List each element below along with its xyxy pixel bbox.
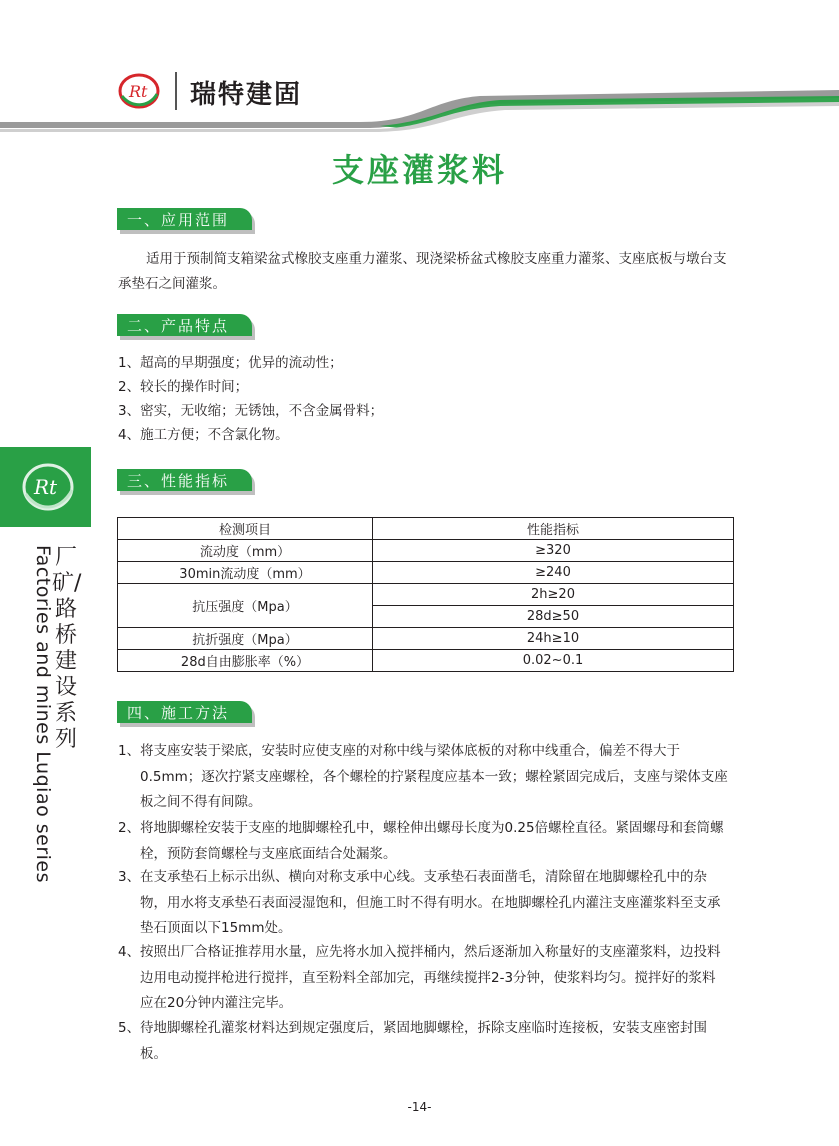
step-number: 5、 — [118, 1020, 141, 1036]
step-text: 按照出厂合格证推荐用水量，应先将水加入搅拌桶内，然后逐渐加入称量好的支座灌浆料，边投料边用电动搅拌枪进行搅拌，直至粉料全部加完，再继续搅拌2-3分钟，使浆料均匀。搅拌好的浆料应在20分钟内灌注完毕。 — [140, 944, 721, 1011]
step-text: 待地脚螺栓孔灌浆材料达到规定强度后，紧固地脚螺栓，拆除支座临时连接板，安装支座密封围板。 — [140, 1020, 707, 1062]
table-cell: 抗折强度（Mpa） — [118, 628, 373, 650]
step-number: 2、 — [118, 820, 141, 836]
table-cell: 28d自由膨胀率（%） — [118, 650, 373, 672]
section-heading-construction — [117, 701, 252, 727]
table-row — [118, 540, 734, 562]
table-cell: 2h≥20 — [373, 584, 734, 606]
step-text: 在支承垫石上标示出纵、横向对称支承中心线。支承垫石表面凿毛，清除留在地脚螺栓孔中的杂物，用水将支承垫石表面浸湿饱和，但施工时不得有明水。在地脚螺栓孔内灌注支座灌浆料至支承垫石顶面以下15mm处。 — [140, 869, 721, 936]
brand-logo — [117, 72, 161, 110]
feature-item: 3、密实，无收缩；无锈蚀，不含金属骨料； — [118, 403, 384, 419]
table-row — [118, 562, 734, 584]
side-category-cn: 厂矿/路桥建设系列 — [52, 545, 82, 752]
step-text: 将支座安装于梁底，安装时应使支座的对称中线与梁体底板的对称中线重合，偏差不得大于0.5mm；逐次拧紧支座螺栓，各个螺栓的拧紧程度应基本一致；螺栓紧固完成后，支座与梁体支座板之间不得有间隙。 — [140, 743, 728, 810]
brand-name: 瑞特建固 — [190, 80, 303, 110]
step-text: 将地脚螺栓安装于支座的地脚螺栓孔中，螺栓伸出螺母长度为0.25倍螺栓直径。紧固螺母和套筒螺栓，预防套筒螺栓与支座底面结合处漏浆。 — [140, 820, 724, 862]
scope-paragraph: 适用于预制简支箱梁盆式橡胶支座重力灌浆、现浇梁桥盆式橡胶支座重力灌浆、支座底板与墩台支承垫石之间灌浆。 — [118, 251, 727, 292]
step-number: 1、 — [118, 743, 141, 759]
feature-item: 1、超高的早期强度；优异的流动性； — [118, 355, 343, 371]
table-cell: ≥240 — [373, 562, 734, 584]
table-header-cell: 检测项目 — [118, 518, 373, 540]
step-number: 3、 — [118, 869, 141, 885]
table-header-row — [118, 518, 734, 540]
section-heading-label: 四、施工方法 — [127, 704, 230, 722]
side-category-en: Factories and mines Luqiao series — [32, 545, 54, 884]
section-heading-label: 一、应用范围 — [127, 211, 230, 229]
section-heading-features — [117, 314, 252, 340]
header-decoration — [0, 0, 839, 140]
table-row — [118, 584, 734, 606]
table-cell: 30min流动度（mm） — [118, 562, 373, 584]
page-number: -14- — [407, 1100, 432, 1114]
svg-text:Rt: Rt — [129, 82, 148, 101]
table-row — [118, 628, 734, 650]
construction-step — [118, 865, 728, 942]
feature-item: 2、较长的操作时间； — [118, 379, 249, 395]
section-heading-label: 三、性能指标 — [127, 472, 230, 490]
construction-step — [118, 940, 728, 1017]
construction-step — [118, 739, 728, 816]
table-row — [118, 650, 734, 672]
side-logo — [20, 458, 76, 516]
table-cell: 流动度（mm） — [118, 540, 373, 562]
construction-step — [118, 816, 728, 867]
table-cell: ≥320 — [373, 540, 734, 562]
construction-step — [118, 1016, 728, 1067]
performance-table — [117, 517, 734, 672]
table-cell: 0.02~0.1 — [373, 650, 734, 672]
table-cell: 24h≥10 — [373, 628, 734, 650]
feature-item: 4、施工方便；不含氯化物。 — [118, 427, 289, 443]
logo-separator — [175, 72, 177, 110]
page-title: 支座灌浆料 — [331, 151, 507, 189]
table-cell: 28d≥50 — [373, 606, 734, 628]
section-heading-performance — [117, 469, 252, 495]
section-heading-scope — [117, 208, 252, 234]
table-cell: 抗压强度（Mpa） — [118, 584, 373, 628]
step-number: 4、 — [118, 944, 141, 960]
svg-text:Rt: Rt — [34, 475, 58, 499]
section-heading-label: 二、产品特点 — [127, 317, 230, 335]
table-header-cell: 性能指标 — [373, 518, 734, 540]
